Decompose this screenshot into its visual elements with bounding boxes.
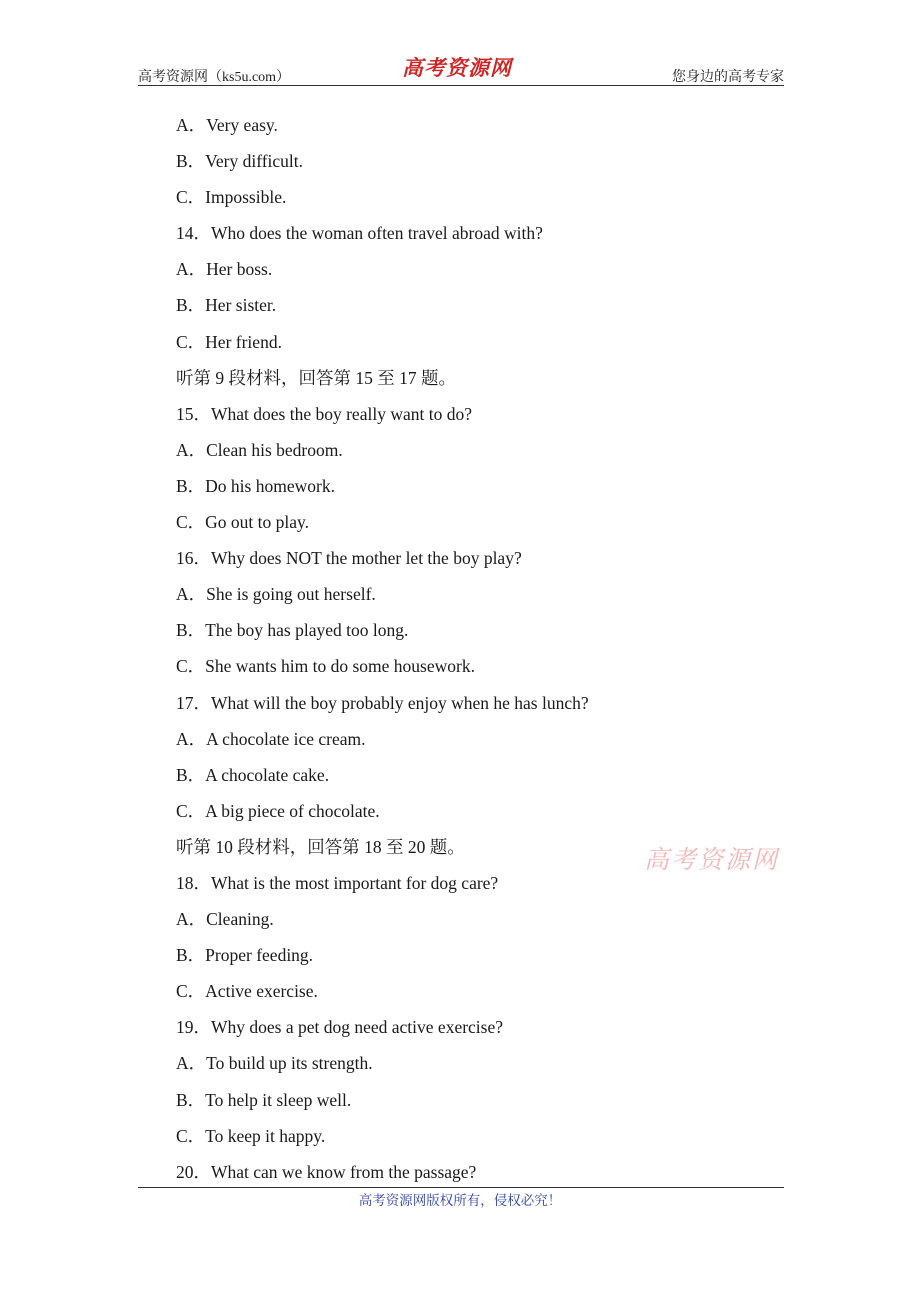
text-line: 14．Who does the woman often travel abroad with?	[176, 223, 543, 244]
text-line: B．A chocolate cake.	[176, 764, 330, 785]
text-line: A．Clean his bedroom.	[176, 439, 343, 460]
text-line: B．Proper feeding.	[176, 945, 314, 966]
text-line: B．The boy has played too long.	[176, 620, 409, 641]
text-line: A．Cleaning.	[176, 909, 274, 930]
header-slogan: 您身边的高考专家	[672, 70, 784, 85]
header-logo: 高考资源网	[402, 56, 512, 80]
text-line: C．Active exercise.	[176, 981, 318, 1002]
text-line: C．Go out to play.	[176, 512, 310, 533]
header-site-name: 高考资源网（ks5u.com）	[138, 70, 291, 85]
text-line: C．Her friend.	[176, 331, 282, 352]
text-line: A．Very easy.	[176, 115, 278, 135]
section-instruction: 听第 10 段材料，回答第 18 至 20 题。	[176, 836, 465, 857]
text-line: 17．What will the boy probably enjoy when he has lunch?	[176, 692, 589, 713]
text-line: C．A big piece of chocolate.	[176, 800, 380, 821]
text-line: B．Her sister.	[176, 295, 277, 316]
watermark: 高考资源网	[644, 847, 780, 874]
question-list	[176, 111, 786, 1194]
text-line: C．To keep it happy.	[176, 1125, 326, 1146]
text-line: C．She wants him to do some housework.	[176, 656, 475, 677]
text-line: C．Impossible.	[176, 187, 287, 208]
text-line: 18．What is the most important for dog care?	[176, 872, 499, 893]
text-line: 20．What can we know from the passage?	[176, 1161, 477, 1182]
text-line: A．To build up its strength.	[176, 1053, 373, 1074]
text-line: B．Do his homework.	[176, 475, 335, 496]
text-line: A．Her boss.	[176, 259, 273, 280]
text-line: B．Very difficult.	[176, 151, 304, 172]
footer-divider	[138, 1187, 784, 1188]
text-line: B．To help it sleep well.	[176, 1089, 352, 1110]
page-footer: 高考资源网版权所有，侵权必究！	[358, 1193, 562, 1208]
section-instruction: 听第 9 段材料，回答第 15 至 17 题。	[176, 367, 456, 388]
text-line: A．A chocolate ice cream.	[176, 728, 366, 749]
text-line: 19．Why does a pet dog need active exercise?	[176, 1017, 504, 1038]
text-line: 16．Why does NOT the mother let the boy play?	[176, 548, 522, 569]
header-divider	[138, 85, 784, 86]
text-line: 15．What does the boy really want to do?	[176, 403, 472, 424]
page-header	[138, 52, 784, 86]
text-line: A．She is going out herself.	[176, 584, 376, 605]
